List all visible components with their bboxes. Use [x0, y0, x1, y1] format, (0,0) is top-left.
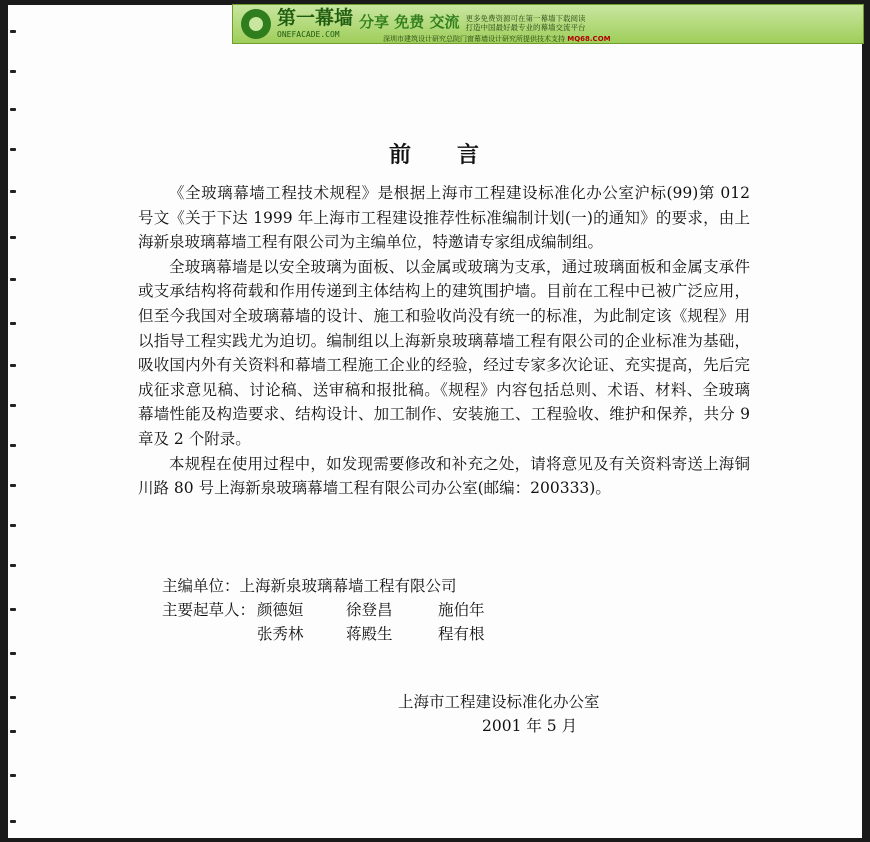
banner-right-line2: 打造中国最好最专业的幕墙交流平台	[465, 23, 586, 32]
paragraph-2: 全玻璃幕墙是以安全玻璃为面板、以金属或玻璃为支承，通过玻璃面板和金属支承件或支承结构将荷载和作用传递到主体结构上的建筑围护墙。目前在工程中已被广泛应用，但至今我国对全玻璃幕墙的设计、施工和验收尚没有统一的标准，为此制定该《规程》用以指导工程实践尤为迫切。编制组以上海新泉玻璃幕墙工程有限公司的企业标准为基础，吸收国内外有关资料和幕墙工程施工企业的经验，经过专家多次论证、充实提高，先后完成征求意见稿、讨论稿、送审稿和报批稿。《规程》内容包括总则、术语、材料、全玻璃幕墙性能及构造要求、结构设计、加工制作、安装施工、工程验收、维护和保养，共分 9 章及 2 个附录。	[138, 257, 750, 448]
banner-tagline	[383, 34, 611, 44]
drafters-label: 主要起草人：	[162, 601, 256, 619]
paragraph-3: 本规程在使用过程中，如发现需要修改和补充之处，请将意见及有关资料寄送上海铜川路 80 号上海新泉玻璃幕墙工程有限公司办公室(邮编：200333)。	[138, 454, 750, 498]
banner-tagline-url: MQ68.COM	[567, 35, 611, 43]
drafter-name: 徐登昌	[346, 601, 393, 619]
chief-unit-line: 主编单位：上海新泉玻璃幕墙工程有限公司	[162, 577, 457, 595]
brand-url: ONEFACADE.COM	[277, 30, 340, 39]
scan-border-right	[862, 0, 870, 842]
drafter-name: 颜德姮	[257, 601, 304, 619]
drafter-name: 蒋殿生	[346, 625, 393, 643]
drafter-name: 张秀林	[257, 625, 304, 643]
banner-tagline-text: 深圳市建筑设计研究总院门窗幕墙设计研究所提供技术支持	[383, 35, 565, 43]
title-char-1: 前	[388, 143, 413, 168]
issue-date: 2001 年 5 月	[482, 717, 578, 735]
title-char-2: 言	[457, 143, 482, 168]
drafter-name: 施伯年	[438, 601, 485, 619]
page-title	[0, 138, 870, 169]
watermark-banner[interactable]	[232, 4, 864, 44]
preface-body	[138, 181, 750, 501]
paragraph-1: 《全玻璃幕墙工程技术规程》是根据上海市工程建设标准化办公室沪标(99)第 012 号文《关于下达 1999 年上海市工程建设推荐性标准编制计划(一)的通知》的要求，由上海新泉玻璃幕墙工程有限公司为主编单位，特邀请专家组成编制组。	[138, 184, 750, 252]
drafter-name: 程有根	[438, 625, 485, 643]
scan-border-left	[0, 0, 8, 842]
brand-logo-icon	[241, 9, 271, 39]
brand-name: 第一幕墙	[277, 7, 354, 29]
banner-slogan: 分享 免费 交流	[359, 13, 460, 31]
scan-border-bottom	[0, 838, 870, 842]
issuer: 上海市工程建设标准化办公室	[398, 693, 600, 711]
banner-right-line1: 更多免费资源可在第一幕墙下载阅读	[465, 14, 586, 24]
